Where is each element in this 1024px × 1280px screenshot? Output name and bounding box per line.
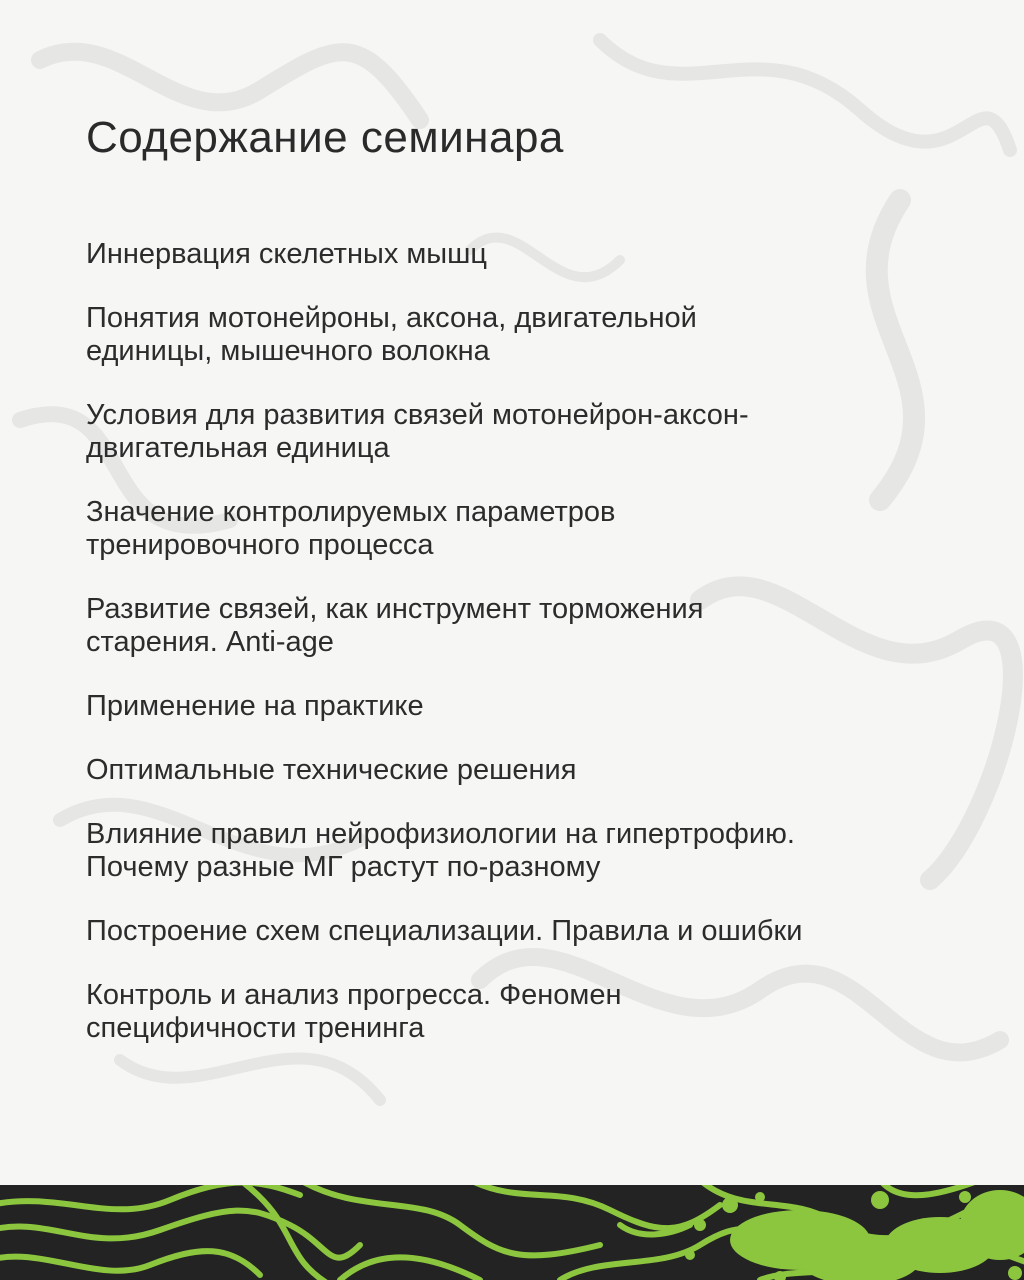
list-item: Применение на практике [86, 690, 424, 722]
topics-list [86, 238, 986, 1045]
list-item: Контроль и анализ прогресса. Феномен специфичности тренинга [86, 979, 622, 1044]
list-item: Оптимальные технические решения [86, 754, 577, 786]
list-item: Понятия мотонейроны, аксона, двигательной единицы, мышечного волокна [86, 302, 697, 367]
list-item: Влияние правил нейрофизиологии на гипертрофию. Почему разные МГ растут по-разному [86, 818, 795, 883]
list-item: Условия для развития связей мотонейрон-аксон- двигательная единица [86, 399, 749, 464]
list-item: Иннервация скелетных мышц [86, 238, 488, 270]
page-title: Содержание семинара [86, 113, 564, 162]
paint-splatter [685, 1190, 1024, 1280]
list-item: Построение схем специализации. Правила и ошибки [86, 915, 803, 947]
footer-decorative-band [0, 1185, 1024, 1280]
seminar-content [86, 110, 986, 1076]
list-item: Развитие связей, как инструмент торможения старения. Anti-age [86, 593, 704, 658]
contour-lines-pattern [0, 1185, 1024, 1280]
list-item: Значение контролируемых параметров тренировочного процесса [86, 496, 616, 561]
